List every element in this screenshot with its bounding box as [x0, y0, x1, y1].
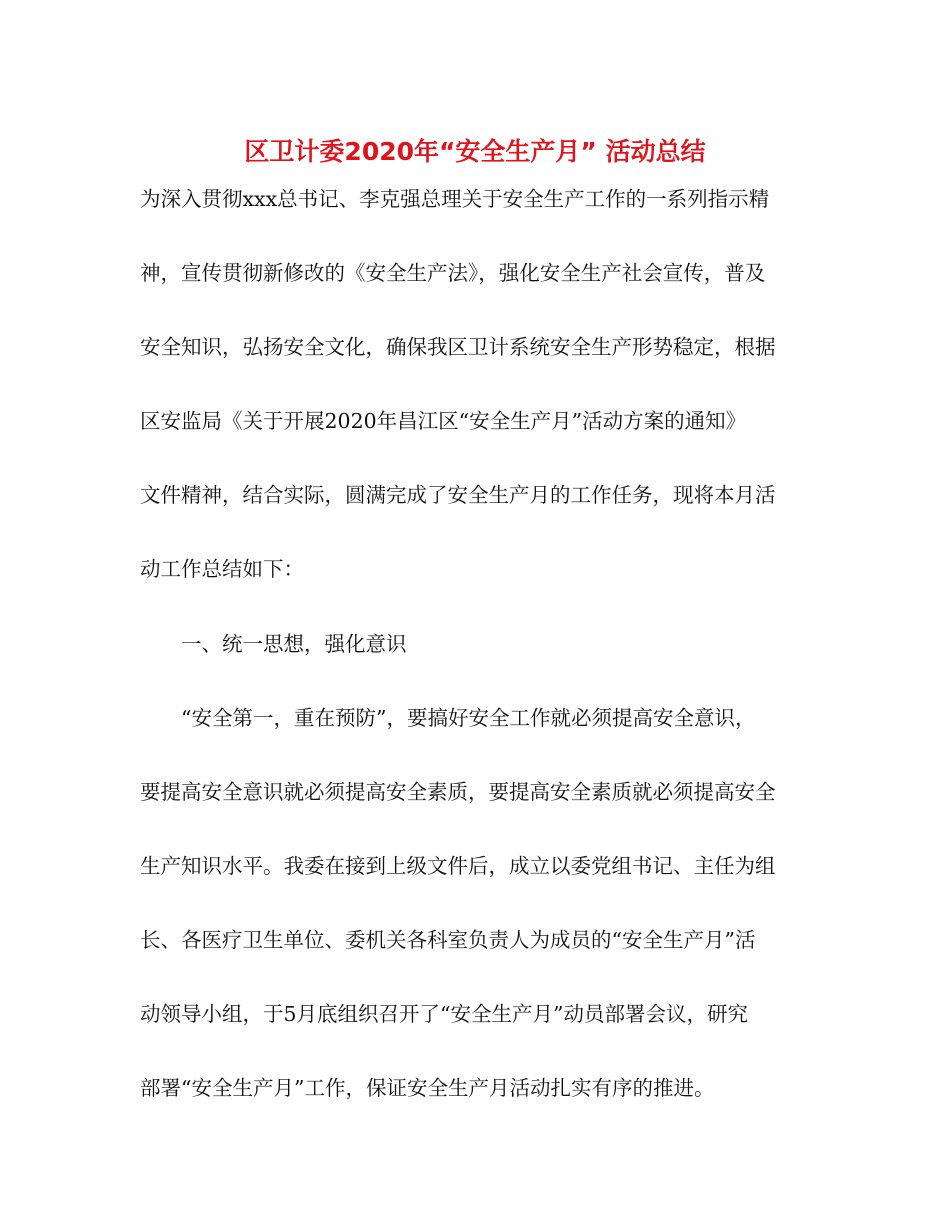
paragraph-line-4: 区安监局《关于开展2020年昌江区“安全生产月”活动方案的通知》 — [140, 409, 747, 433]
paragraph-line-9: 生产知识水平。我委在接到上级文件后，成立以委党组书记、主任为组 — [140, 854, 776, 878]
paragraph-line-7: “安全第一，重在预防”，要搞好安全工作就必须提高安全意识， — [140, 706, 756, 730]
paragraph-line-2: 神，宣传贯彻新修改的《安全生产法》，强化安全生产社会宣传，普及 — [140, 261, 766, 285]
paragraph-line-11: 动领导小组，于5月底组织召开了“安全生产月”动员部署会议，研究 — [140, 1002, 749, 1026]
paragraph-line-1: 为深入贯彻xxx总书记、李克强总理关于安全生产工作的一系列指示精 — [140, 187, 770, 211]
paragraph-line-10: 长、各医疗卫生单位、委机关各科室负责人为成员的“安全生产月”活 — [140, 928, 756, 952]
paragraph-line-5: 文件精神，结合实际，圆满完成了安全生产月的工作任务，现将本月活 — [140, 483, 776, 507]
section-heading-1: 一、统一思想，强化意识 — [140, 632, 407, 656]
paragraph-line-6: 动工作总结如下： — [140, 557, 304, 581]
paragraph-line-12: 部署“安全生产月”工作，保证安全生产月活动扎实有序的推进。 — [140, 1076, 715, 1100]
paragraph-line-8: 要提高安全意识就必须提高安全素质，要提高安全素质就必须提高安全 — [140, 780, 776, 804]
paragraph-line-3: 安全知识，弘扬安全文化，确保我区卫计系统安全生产形势稳定，根据 — [140, 335, 776, 359]
document-title: 区卫计委2020年“安全生产月” 活动总结 — [244, 137, 706, 166]
